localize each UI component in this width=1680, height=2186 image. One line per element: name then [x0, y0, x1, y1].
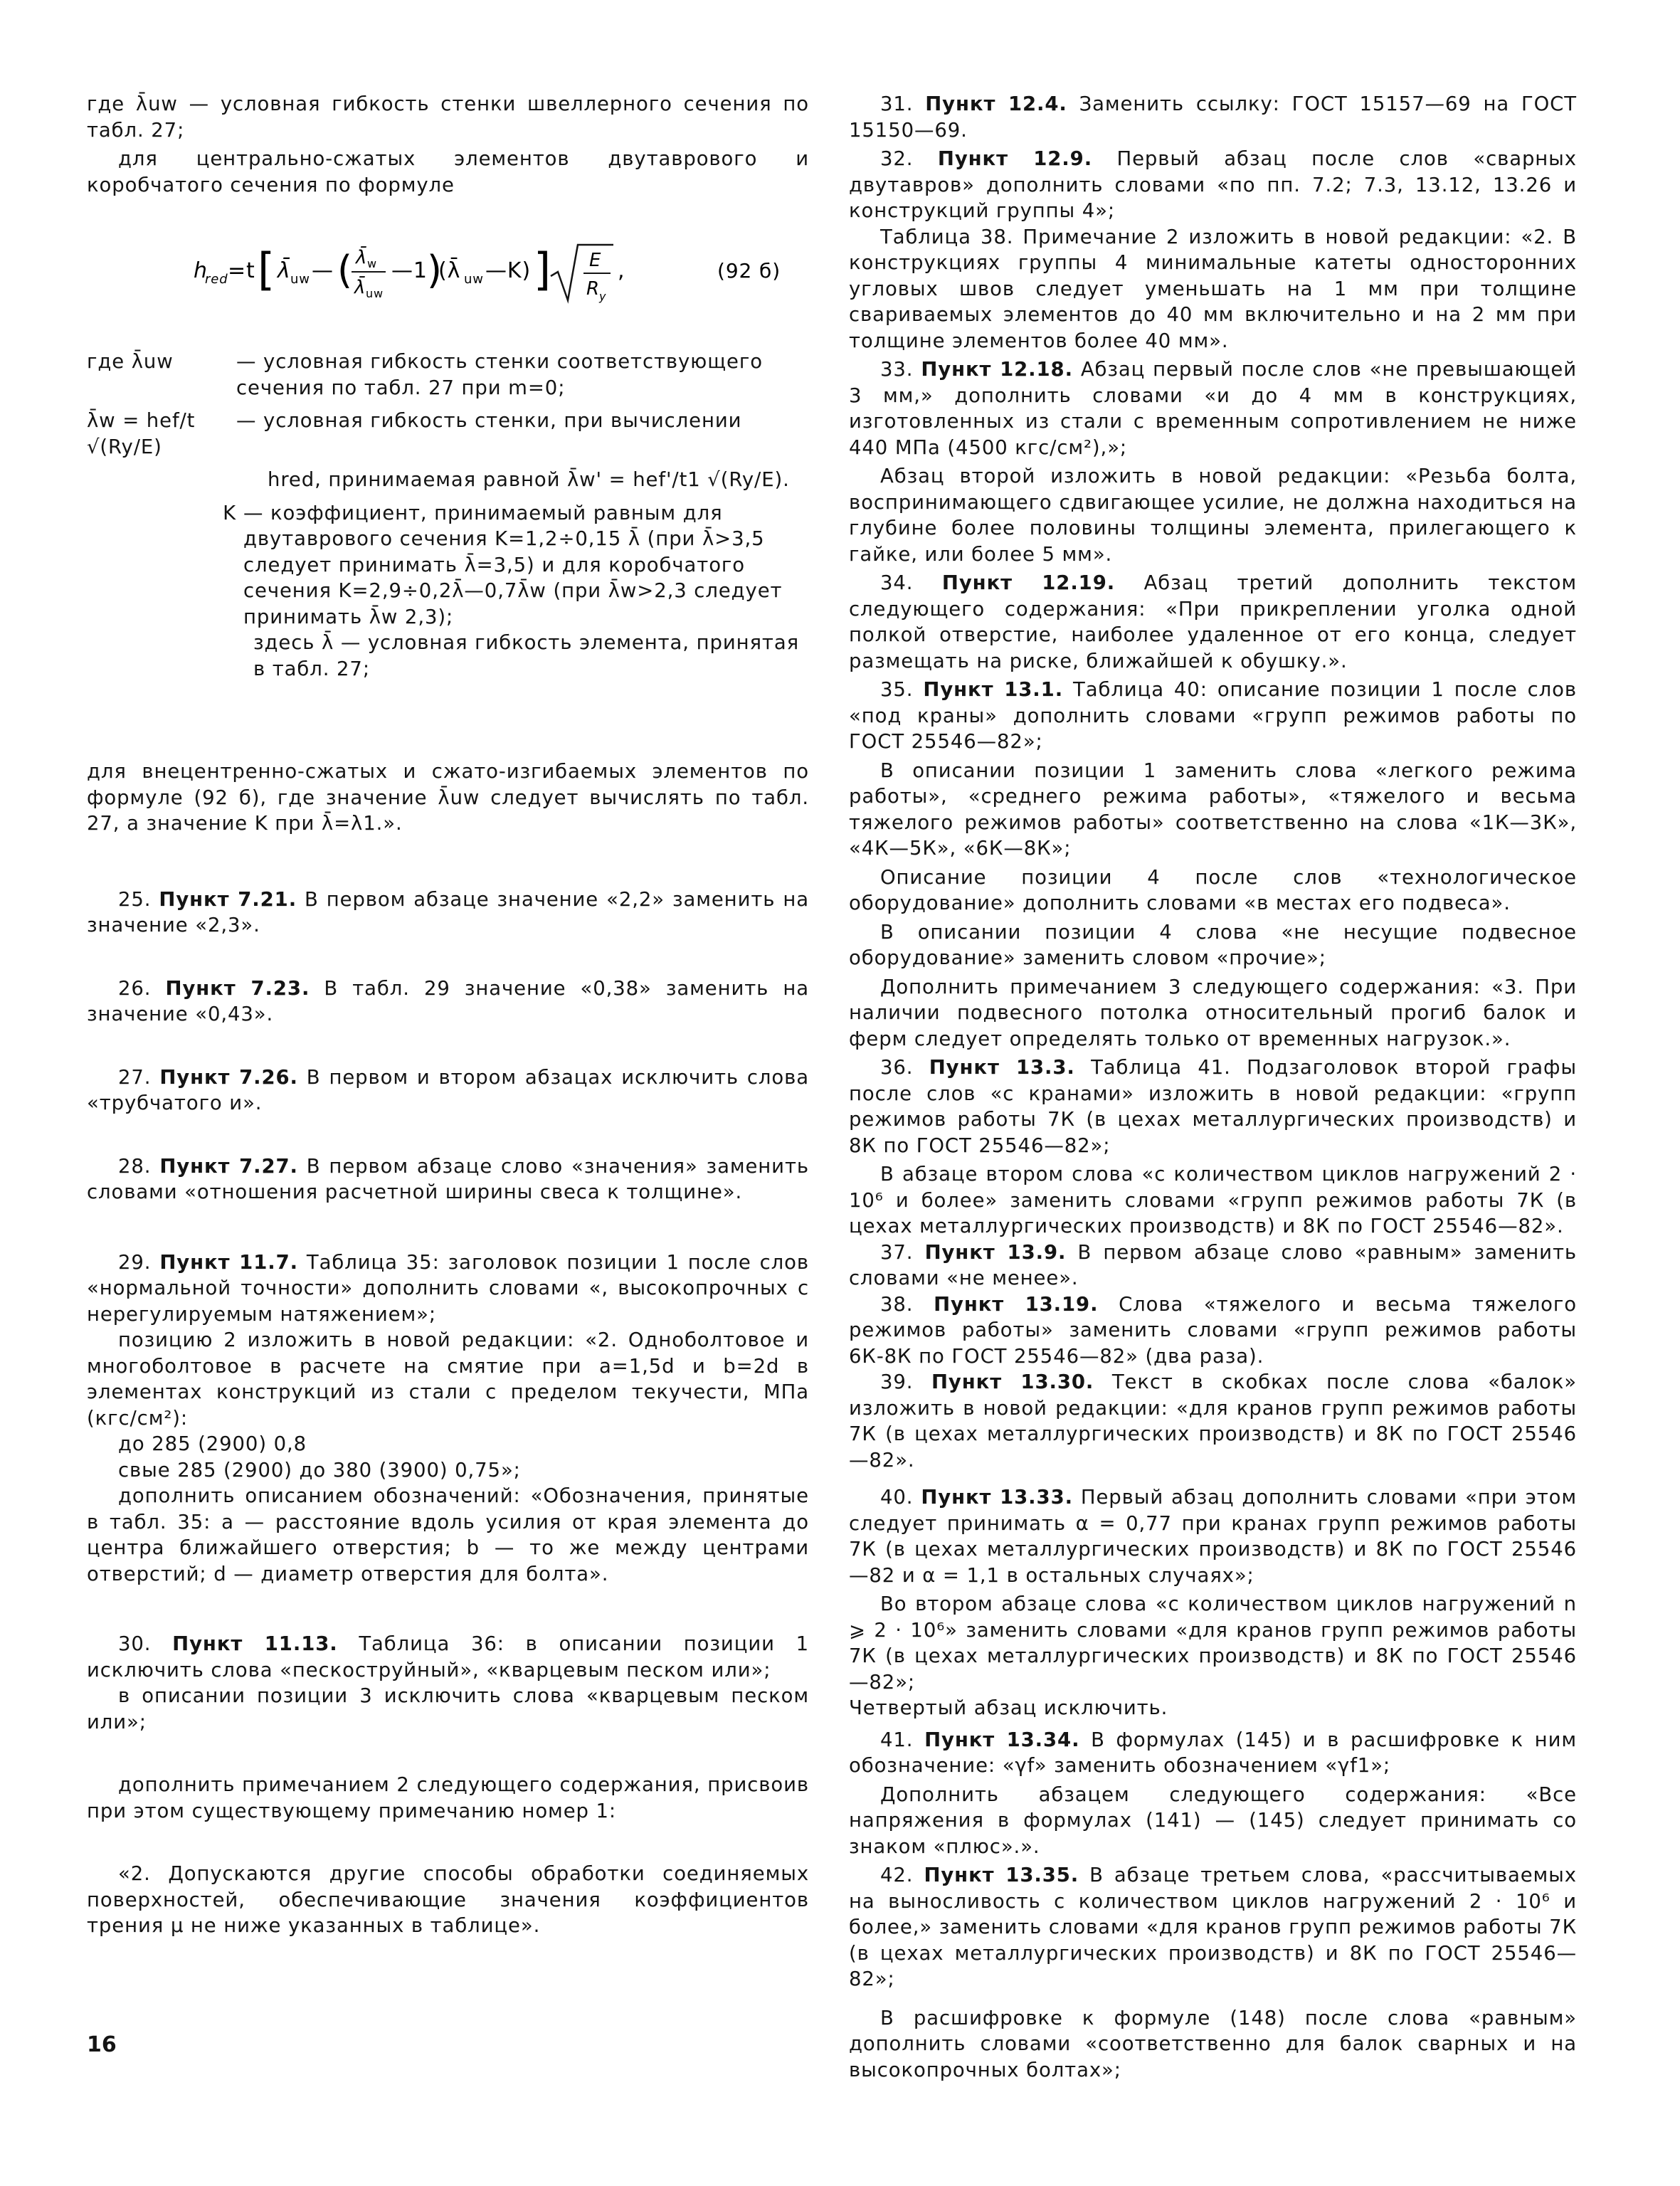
item-number: 37. — [880, 1240, 914, 1264]
item-number: 38. — [880, 1292, 914, 1316]
item-text: Первый абзац после слов «сварных двутавров» дополнить словами «по пп. 7.2; 7.3, 13.12, 13.26 и конструкций группы 4»; — [849, 147, 1577, 222]
item-text: В табл. 29 значение «0,38» заменить на значение «0,43». — [87, 976, 809, 1025]
item-ref: Пункт 11.7. — [159, 1250, 298, 1274]
item-number: 25. — [118, 887, 152, 911]
definition-symbol: K — [223, 501, 236, 524]
item-28 — [87, 1153, 809, 1205]
formula-bracket-open: [ — [258, 243, 276, 295]
left-column — [87, 91, 809, 1939]
item-text: Таблица 41. Подзаголовок второй графы после слов «с кранами» изложить в новой редакции: «групп режимов работы 7К (в цехах металлургических производств) и 8К по ГОСТ 25546—82»; — [849, 1056, 1577, 1157]
item-35-para: В описании позиции 1 заменить слова «легкого режима работы», «среднего режима работы», «тяжелого и весьма тяжелого режимов работы» соответственно на слова «1К—3К», «4К—5К», «6К—8К»; — [849, 759, 1577, 860]
central-compressed-text: для центрально-сжатых элементов двутаврового и коробчатого сечения по формуле — [87, 147, 809, 196]
formula-lhs-sub: red — [205, 272, 228, 287]
formula-comma: , — [618, 258, 625, 283]
formula-R-sub: y — [599, 290, 607, 303]
formula-lambda-uw: λ̄ — [278, 258, 291, 283]
item-40-para: Во втором абзаце слова «с количеством циклов нагружений n ⩾ 2 · 10⁶» заменить словами «для кранов групп режимов работы 7К (в цехах металлургических производств) и 8К по ГОСТ 25546—82»; — [849, 1593, 1577, 1694]
item-text: В формулах (145) и в расшифровке к ним обозначение: «γf» заменить обозначением «γf1»; — [849, 1728, 1577, 1777]
item-number: 31. — [880, 93, 914, 115]
item-ref: Пункт 12.19. — [941, 571, 1116, 594]
item-number: 26. — [118, 976, 152, 1000]
item-text: Первый абзац дополнить словами «при этом следует принимать α = 0,77 при кранах групп режимов работы 7К (в цехах металлургических производств) и 8К по ГОСТ 25546—82 и α = 1,1 в остальных случаях»; — [849, 1486, 1577, 1587]
formula-bracket-close: ] — [534, 243, 552, 295]
formula-sub-uw2: uw — [464, 272, 484, 287]
item-number: 32. — [880, 147, 914, 170]
item-30 — [87, 1631, 809, 1683]
definition-text: hred, принимаемая равной λ̄w' = hef'/t1 √(Ry/E). — [268, 468, 790, 491]
item-number: 27. — [118, 1065, 152, 1089]
item-ref: Пункт 7.21. — [159, 887, 297, 911]
item-27 — [87, 1065, 809, 1116]
formula-eq: =t — [228, 258, 255, 283]
item-29-line: до 285 (2900) 0,8 — [118, 1432, 307, 1455]
item-31 — [849, 91, 1577, 143]
item-40-para: Четвертый абзац исключить. — [849, 1696, 1168, 1719]
item-number: 42. — [880, 1864, 914, 1886]
item-30-line: в описании позиции 3 исключить слова «кварцевым песком или»; — [87, 1684, 809, 1733]
definition-text: здесь λ̄ — условная гибкость элемента, принятая в табл. 27; — [253, 631, 800, 680]
item-36-para: В абзаце втором слова «с количеством циклов нагружений 2 · 10⁶ и более» заменить словами «групп режимов работы 7К (в цехах металлургических производств) и 8К по ГОСТ 25546—82». — [849, 1163, 1577, 1237]
item-ref: Пункт 13.33. — [921, 1486, 1073, 1509]
item-35-para: В описании позиции 4 слова «не несущие подвесное оборудование» заменить словом «прочие»; — [849, 920, 1577, 969]
item-text: Абзац третий дополнить текстом следующего содержания: «При прикреплении уголка одной полкой отверстие, наиболее удаленное от его конца, следует размещать на риске, ближайшей к обушку.». — [849, 571, 1577, 672]
item-number: 40. — [880, 1486, 914, 1509]
item-29-line: свые 285 (2900) до 380 (3900) 0,75»; — [118, 1458, 521, 1482]
item-number: 29. — [118, 1250, 152, 1274]
formula-minus-k: —K) — [485, 258, 532, 283]
item-ref: Пункт 11.13. — [172, 1632, 338, 1655]
item-ref: Пункт 7.26. — [159, 1065, 298, 1089]
item-text: Таблица 40: описание позиции 1 после слов «под краны» дополнить словами «групп режимов работы по ГОСТ 25546—82»; — [849, 678, 1577, 753]
item-number: 41. — [880, 1728, 914, 1751]
item-ref: Пункт 12.9. — [937, 147, 1093, 170]
item-number: 34. — [880, 571, 914, 594]
intro-where: где λ̄uw — условная гибкость стенки швеллерного сечения по табл. 27; — [87, 93, 809, 142]
page-number: 16 — [87, 2032, 117, 2057]
item-29-line: позицию 2 изложить в новой редакции: «2. Одноболтовое и многоболтовое в расчете на смятие при a=1,5d и b=2d в элементах конструкций из стали с пределом текучести, МПа (кгс/см²): — [87, 1329, 809, 1430]
right-column — [849, 91, 1577, 2083]
item-30-line: «2. Допускаются другие способы обработки соединяемых поверхностей, обеспечивающие значения коэффициентов трения μ не ниже указанных в таблице». — [87, 1862, 809, 1937]
item-41 — [849, 1727, 1577, 1779]
item-35-para: Описание позиции 4 после слов «технологическое оборудование» дополнить словами «в местах его подвеса». — [849, 865, 1577, 914]
formula-number: (92 б) — [717, 259, 781, 283]
item-32 — [849, 146, 1577, 224]
definition-row — [87, 349, 809, 401]
item-ref: Пункт 13.30. — [931, 1371, 1094, 1393]
formula-minus-1: — — [312, 258, 334, 283]
item-38 — [849, 1292, 1577, 1370]
item-ref: Пункт 13.35. — [924, 1864, 1079, 1886]
definition-text: — условная гибкость стенки, при вычислении — [236, 409, 742, 432]
item-34 — [849, 570, 1577, 674]
definition-text: — коэффициент, принимаемый равным для двутаврового сечения K=1,2÷0,15 λ̄ (при λ̄>3,5 следует принимать λ̄=3,5) и для коробчатого сечения K=2,9÷0,2λ̄—0,7λ̄w (при λ̄w>2,3 следует принимать λ̄w 2,3); — [243, 501, 783, 628]
item-ref: Пункт 13.9. — [924, 1240, 1067, 1264]
formula-E: E — [589, 250, 602, 271]
formula-num-sub: w — [367, 257, 377, 270]
item-text: Таблица 35: заголовок позиции 1 после слов «нормальной точности» дополнить словами «, высокопрочных с нерегулируемым натяжением»; — [87, 1250, 809, 1326]
item-41-para: Дополнить абзацем следующего содержания: «Все напряжения в формулах (141) — (145) следует принимать со знаком «плюс».». — [849, 1783, 1577, 1858]
item-ref: Пункт 12.18. — [921, 358, 1073, 381]
definitions — [87, 349, 809, 682]
item-25 — [87, 887, 809, 939]
item-33-para: Абзац второй изложить в новой редакции: «Резьба болта, воспринимающего сдвигающее усилие, не должна находиться на глубине более половины толщины элемента, прилегающего к гайке, или более 5 мм». — [849, 465, 1577, 566]
item-ref: Пункт 7.27. — [159, 1154, 298, 1178]
item-35-para: Дополнить примечанием 3 следующего содержания: «3. При наличии подвесного потолка относительный прогиб балок и ферм следует определять только от временных нагрузок.». — [849, 975, 1577, 1050]
item-35 — [849, 677, 1577, 755]
item-number: 35. — [880, 678, 914, 701]
formula-sub-uw: uw — [290, 272, 310, 287]
item-39 — [849, 1369, 1577, 1473]
item-42 — [849, 1862, 1577, 1992]
formula-lhs: h — [194, 258, 208, 283]
definition-row — [87, 467, 809, 493]
definition-symbol: где λ̄uw — [87, 350, 174, 373]
item-36 — [849, 1055, 1577, 1158]
item-text: Заменить ссылку: ГОСТ 15157—69 на ГОСТ 15150—69. — [849, 93, 1577, 142]
definition-row — [87, 408, 809, 460]
eccentric-text: для внецентренно-сжатых и сжато-изгибаемых элементов по формуле (92 б), где значение λ̄uw следует вычислять по табл. 27, а значение K при λ̄=λ1.». — [87, 760, 809, 835]
definition-symbol: λ̄w = hef/t √(Ry/E) — [87, 409, 196, 458]
definition-row — [87, 500, 809, 630]
item-29 — [87, 1250, 809, 1328]
item-ref: Пункт 7.23. — [165, 976, 310, 1000]
item-ref: Пункт 12.4. — [925, 93, 1067, 115]
item-40 — [849, 1484, 1577, 1588]
formula-92b — [87, 216, 809, 323]
formula-paren-open: ( — [337, 248, 353, 292]
item-text: Слова «тяжелого и весьма тяжелого режимов работы» заменить словами «групп режимов работы 6К-8К по ГОСТ 25546—82» (два раза). — [849, 1292, 1577, 1368]
item-29-line: дополнить описанием обозначений: «Обозначения, принятые в табл. 35: a — расстояние вдоль усилия от края элемента до центра ближайшего отверстия; b — то же между центрами отверстий; d — диаметр отверстия для болта». — [87, 1484, 809, 1585]
item-ref: Пункт 13.34. — [924, 1728, 1080, 1751]
item-number: 33. — [880, 358, 914, 381]
item-text: Абзац первый после слов «не превышающей 3 мм,» дополнить словами «и до 4 мм в конструкциях, изготовленных из стали с временным сопротивлением не ниже 440 МПа (4500 кгс/см²),»; — [849, 358, 1577, 459]
item-37 — [849, 1240, 1577, 1292]
definition-text: — условная гибкость стенки соответствующего сечения по табл. 27 при m=0; — [236, 350, 763, 399]
formula-minus-one: —1 — [391, 258, 428, 283]
item-text: В первом абзаце значение «2,2» заменить на значение «2,3». — [87, 887, 809, 936]
definition-row — [87, 630, 809, 682]
formula-R: R — [586, 278, 600, 300]
item-text: Текст в скобках после слова «балок» изложить в новой редакции: «для кранов групп режимов работы 7К (в цехах металлургических производств) и 8К по ГОСТ 25546—82». — [849, 1371, 1577, 1472]
item-text: В первом абзаце слово «равным» заменить словами «не менее». — [849, 1240, 1577, 1289]
item-33 — [849, 357, 1577, 460]
item-text: В первом абзаце слово «значения» заменить словами «отношения расчетной ширины свеса к толщине». — [87, 1154, 809, 1203]
item-32-para: Таблица 38. Примечание 2 изложить в новой редакции: «2. В конструкциях группы 4 минимальные катеты односторонних угловых швов следует уменьшать на 1 мм при толщине свариваемых элементов до 40 мм включительно и на 2 мм при толщине элементов более 40 мм». — [849, 225, 1577, 352]
item-42-para: В расшифровке к формуле (148) после слова «равным» дополнить словами «соответственно для балок сварных и на высокопрочных болтах»; — [849, 2006, 1577, 2081]
formula-paren-close: ) — [427, 248, 443, 292]
formula-den-sub: uw — [366, 287, 384, 300]
formula-den-luw: λ̄ — [354, 277, 366, 298]
item-text: В первом и втором абзацах исключить слова «трубчатого и». — [87, 1065, 809, 1114]
item-number: 39. — [880, 1371, 914, 1393]
item-ref: Пункт 13.1. — [923, 678, 1064, 701]
item-number: 36. — [880, 1056, 914, 1079]
formula-second-paren: (λ̄ — [438, 258, 461, 283]
item-26 — [87, 976, 809, 1028]
item-text: В абзаце третьем слова, «рассчитываемых на выносливость с количеством циклов нагружений 2 · 10⁶ и более,» заменить словами «для кранов групп режимов работы 7К (в цехах металлургических производств) и 8К по ГОСТ 25546—82»; — [849, 1864, 1577, 1990]
formula-92b-svg — [87, 216, 809, 323]
formula-num-lw: λ̄ — [356, 247, 368, 268]
item-number: 30. — [118, 1632, 152, 1655]
item-ref: Пункт 13.3. — [929, 1056, 1075, 1079]
item-number: 28. — [118, 1154, 152, 1178]
item-30-line: дополнить примечанием 2 следующего содержания, присвоив при этом существующему примечанию номер 1: — [87, 1773, 809, 1822]
item-text: Таблица 36: в описании позиции 1 исключить слова «пескоструйный», «кварцевым песком или»; — [87, 1632, 809, 1681]
item-ref: Пункт 13.19. — [934, 1292, 1099, 1316]
